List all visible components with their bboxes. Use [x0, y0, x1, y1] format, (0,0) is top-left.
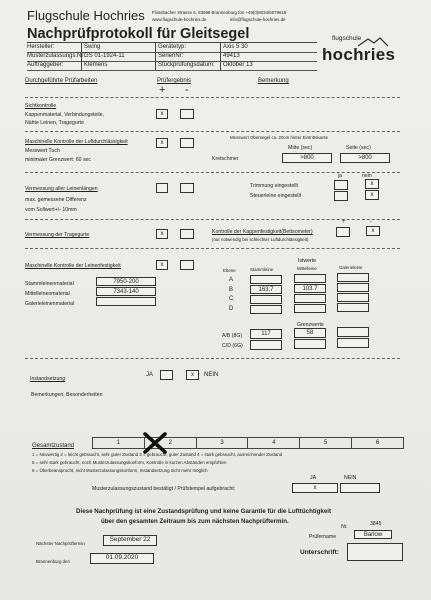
trimmung-nein-checkbox[interactable]: x [365, 179, 379, 189]
trimmung-label: Trimmung eingestellt [250, 183, 298, 189]
ab-galerie-value[interactable] [337, 327, 369, 337]
bemerkungen-label: Bemerkungen, Besonderheiten [31, 392, 103, 398]
trage-title: Vermessung der Tragegurte [25, 232, 90, 238]
ab-stamm-value[interactable]: 117 [250, 329, 282, 339]
gesamt-legend-1: 1 = Neuwertig 2 = leicht gebraucht, sehr guter Zustand 3 = gebraucht, guter Zustand 4 = stark gebraucht, ausreichender Zustand [32, 452, 283, 457]
galerieleine-label: Galerieleine [339, 265, 363, 270]
signature-field[interactable] [347, 543, 403, 561]
mittel-b-value[interactable]: 103.7 [294, 284, 326, 293]
nr-label: Nr. [341, 524, 348, 530]
cd-stamm-value[interactable] [250, 340, 282, 350]
instand-title: Instandsetzung [30, 376, 66, 382]
stempel-nein-label: NEIN [344, 475, 357, 481]
verm-minus-checkbox[interactable] [180, 183, 194, 193]
school-address: Flintsbacher Strasse 6, 83098 Brannenburg fon +49(0)8034/6079618 [152, 10, 287, 15]
luft-kretschmer-label: Kretschmer [212, 156, 239, 162]
sicht-line1: Kappenmaterial, Verbindungsteile, [25, 112, 105, 118]
stamm-b-value[interactable]: 163.7 [250, 285, 282, 294]
scale-5[interactable]: 5 [300, 438, 352, 448]
garantie-line1: Diese Nachprüfung ist eine Zustandsprüfung und keine Garantie für die Lufttüchtigkeit [76, 508, 332, 515]
school-name: Flugschule Hochries [27, 8, 145, 23]
pruefer-value[interactable]: Barlow [354, 530, 392, 539]
leinen-title: Maschinelle Kontrolle der Leinenfestigkeit [25, 263, 121, 269]
gesamt-title: Gesamtzustand [32, 443, 75, 449]
instand-ja-label: JA [146, 372, 154, 378]
verm-nein-label: nein [362, 173, 372, 179]
unterschrift-label: Unterschrift: [300, 549, 340, 556]
galerie-c-value[interactable] [337, 293, 369, 302]
verm-line1: max. gemessene Differenz [25, 197, 87, 203]
kappe-plus-checkbox[interactable] [336, 227, 350, 237]
trimmung-ja-checkbox[interactable] [334, 180, 348, 190]
mittel-c-value[interactable] [294, 294, 326, 303]
trage-minus-checkbox[interactable] [180, 229, 194, 239]
sicht-title: Sichtkontrolle [25, 103, 57, 109]
mittel-a-value[interactable] [294, 274, 326, 283]
scale-6[interactable]: 6 [375, 440, 380, 446]
logo [322, 35, 402, 67]
label-geraetetyp: Gerätetyp: [158, 44, 187, 50]
ebene-d: D [229, 306, 234, 312]
cd-mittel-value[interactable] [294, 339, 326, 349]
glider-fields [27, 42, 317, 70]
verm-ja-label: ja [338, 173, 343, 179]
label-muster: Musterzulassungs.Nr: [27, 53, 86, 59]
cd-label: C/D (6G) [222, 343, 243, 349]
school-web: www.flugschule-hochries.de [152, 17, 207, 22]
verm-title: Vermessung aller Leinenlängen [25, 186, 98, 192]
stamm-d-value[interactable] [250, 305, 282, 314]
mittel-material-value[interactable]: 7343-140 [96, 287, 156, 296]
kappe-minus: - [370, 219, 372, 225]
scale-4[interactable]: 4 [248, 438, 300, 448]
ab-label: A/B (8G) [222, 333, 243, 339]
scale-3[interactable]: 3 [197, 438, 249, 448]
stempel-ja-label: JA [310, 475, 317, 481]
leinen-minus-checkbox[interactable] [180, 260, 194, 270]
value-serie: 49413 [223, 53, 240, 59]
nr-value: 3845 [370, 521, 382, 527]
label-serie: SerienNr: [158, 53, 184, 59]
leinen-plus-checkbox[interactable]: x [156, 260, 168, 270]
ebene-b: B [229, 287, 234, 293]
galerie-a-value[interactable] [337, 273, 369, 282]
luft-mitte-label: Mitte (sec) [288, 145, 313, 151]
sicht-plus-checkbox[interactable]: x [156, 109, 168, 119]
value-stueckpruefung: Oktober 13 [223, 62, 253, 68]
ebene-a: A [229, 277, 234, 283]
kappe-title: Kontrolle der Kappenfestigkeit(Bettsometer) [212, 229, 313, 235]
mittel-material-label: Mittelleinenmaterial [25, 291, 70, 297]
logo-big-text: hochries [322, 45, 396, 64]
gesamt-legend-2: 5 = sehr stark gebraucht, noch Musterzulassungskonform, Kontrolle in kurzen Abständen empfohlen [32, 460, 227, 465]
stempel-nein-checkbox[interactable] [340, 483, 380, 493]
col-remark: Bemerkung [258, 78, 289, 84]
mittel-d-value[interactable] [294, 304, 326, 313]
school-email: info@flugschule-hochries.de [230, 17, 286, 22]
stammleine-label: Stammleine [250, 267, 274, 272]
ab-mittel-value[interactable]: 58 [294, 328, 326, 338]
condition-scale[interactable] [92, 437, 404, 449]
instand-ja-checkbox[interactable] [160, 370, 173, 380]
stamm-material-label: Stammleinenmaterial [25, 281, 74, 287]
pruefername-label: Prüfername [309, 534, 337, 540]
luft-plus-checkbox[interactable]: x [156, 138, 168, 148]
luft-line2: minimaler Grenzwert: 60 sec [25, 157, 92, 163]
kappe-note: (nur notwendig bei schlechter Luftdurchlässigkeit) [212, 237, 309, 242]
instand-nein-checkbox[interactable]: x [186, 370, 199, 380]
logo-small-text: flugschule [332, 35, 362, 42]
stempel-ja-checkbox[interactable]: x [292, 483, 338, 493]
datum-value[interactable]: 01.09.2020 [90, 553, 154, 564]
grenzwerte-label: Grenzwerte [297, 322, 324, 328]
galerie-d-value[interactable] [337, 303, 369, 312]
luft-line1: Messwert Tuch [25, 148, 60, 154]
kappe-minus-checkbox[interactable]: x [366, 226, 380, 236]
naechster-value[interactable]: September 22 [103, 535, 157, 546]
naechster-label: Nächster Nachprüftermin [36, 541, 85, 546]
galerie-material-label: Galerieleinenmaterial [25, 301, 75, 307]
luft-seite-value[interactable]: >800 [340, 153, 390, 163]
verm-line2: vom Sollwert+/- 10mm [25, 207, 77, 213]
mittelleine-label: Mittelleine [297, 266, 317, 271]
value-auftraggeber: Klemens [84, 62, 108, 68]
luft-title: Maschinelle Kontrolle der Luftdurchlässigkeit [25, 139, 128, 145]
stamm-c-value[interactable] [250, 295, 282, 304]
luft-remark: Messwert Obersegel ca. 20cm hinter Eintrittskante [230, 135, 329, 140]
verm-plus-checkbox[interactable] [156, 183, 168, 193]
col-minus: - [185, 84, 189, 96]
kappe-plus: + [342, 219, 346, 225]
value-geraetetyp: Axis 5 30 [223, 44, 248, 50]
galerie-material-value[interactable] [96, 297, 156, 306]
stamm-a-value[interactable] [250, 275, 282, 284]
sicht-line2: Nähte Leinen, Tragegurte [25, 120, 84, 126]
instand-nein-label: NEIN [204, 372, 219, 378]
ebene-label: Ebene [223, 268, 236, 273]
value-muster: GS 01-1924-11 [84, 53, 125, 59]
steuer-nein-checkbox[interactable]: x [365, 190, 379, 200]
garantie-line2: über den gesamten Zeitraum bis zum nächsten Nachprüftermin. [101, 518, 289, 525]
stempel-label: Musterzulassungszustand bestätigt / Prüfstempel aufgebracht: [92, 486, 236, 492]
sicht-minus-checkbox[interactable] [180, 109, 194, 119]
col-checks: Durchgeführte Prüfarbeiten [25, 78, 98, 84]
cd-galerie-value[interactable] [337, 338, 369, 348]
label-hersteller: Hersteller: [27, 44, 55, 50]
scale-1[interactable]: 1 [93, 438, 145, 448]
istwerte-label: Istwerte [298, 258, 317, 264]
ort-label: Brannenburg den [36, 559, 70, 564]
trage-plus-checkbox[interactable]: x [156, 229, 168, 239]
col-plus: + [159, 84, 166, 96]
value-hersteller: Swing [84, 44, 101, 50]
label-stueckpruefung: Stückprüfungsdatum: [158, 62, 215, 68]
steuerleine-label: Steuerleine eingestellt [250, 193, 302, 199]
luft-seite-label: Seite (sec) [346, 145, 371, 151]
condition-cross-mark [143, 432, 167, 454]
label-auftraggeber: Auftraggeber: [27, 62, 64, 68]
scale-2[interactable]: 2 [145, 438, 197, 448]
stamm-material-value[interactable]: 7950-200 [96, 277, 156, 286]
page-title: Nachprüfprotokoll für Gleitsegel [27, 26, 250, 42]
gesamt-legend-3: 6 = Überbeansprucht, nicht Musterzulassungskonform, Instandsetzung nicht mehr möglich [32, 468, 208, 473]
galerie-b-value[interactable] [337, 283, 369, 292]
ebene-c: C [229, 296, 234, 302]
luft-mitte-value[interactable]: >800 [282, 153, 332, 163]
steuer-ja-checkbox[interactable] [334, 191, 348, 201]
col-result: Prüfergebnis [157, 78, 192, 84]
luft-minus-checkbox[interactable] [180, 138, 194, 148]
